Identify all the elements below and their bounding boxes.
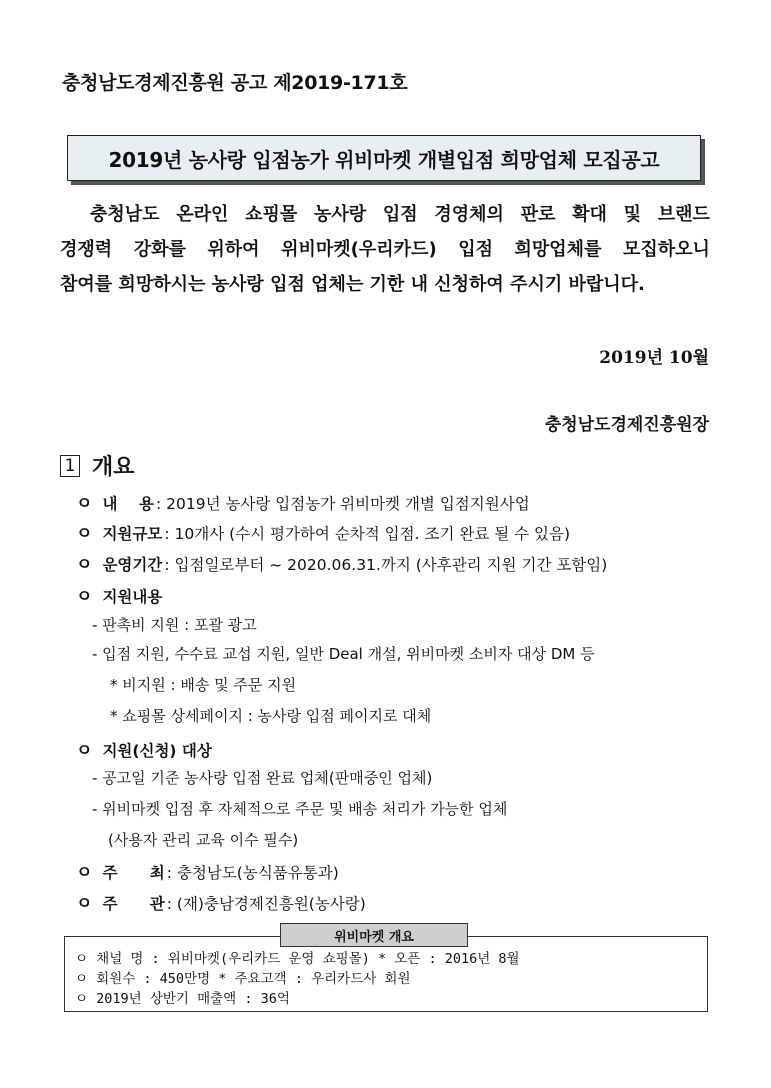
title-box — [67, 135, 701, 181]
summary-title: 위비마켓 개요 — [280, 923, 468, 947]
intro-word: 경쟁력 — [60, 239, 113, 260]
bullet-icon: ㅇ — [76, 524, 93, 544]
target-sub-1: - 공고일 기준 농사랑 입점 완료 업체(판매중인 업체) — [92, 769, 433, 787]
item-value: : (재)충남경제진흥원(농사랑) — [166, 895, 366, 913]
intro-word: 희망업체를 — [514, 239, 602, 260]
target-sub-3: (사용자 관리 교육 이수 필수) — [108, 831, 299, 849]
item-value: : 충청남도(농식품유통과) — [166, 864, 339, 882]
intro-word: 모집하오니 — [623, 239, 710, 260]
item-organizer — [76, 889, 366, 914]
intro-word: 참여를 희망하시는 농사랑 입점 업체는 기한 내 신청하여 주시기 바랍니다. — [60, 274, 645, 295]
item-content — [76, 489, 530, 514]
item-label: 운영기간 — [102, 556, 163, 574]
intro-word: 브랜드 — [657, 204, 710, 225]
bullet-icon: ㅇ — [76, 555, 93, 575]
support-sub-2: - 입점 지원, 수수료 교섭 지원, 일반 Deal 개설, 위비마켓 소비자 대상 DM 등 — [92, 645, 595, 663]
support-sub-3: * 비지원 : 배송 및 주문 지원 — [110, 676, 297, 694]
summary-line: ㅇ 2019년 상반기 매출액 : 36억 — [75, 991, 290, 1007]
support-sub-4: * 쇼핑몰 상세페이지 : 농사랑 입점 페이지로 대체 — [110, 707, 432, 725]
intro-word: 온라인 — [176, 204, 229, 225]
item-label: 내 용 — [102, 495, 154, 513]
summary-line: ㅇ 회원수 : 450만명 * 주요고객 : 우리카드사 회원 — [75, 971, 411, 987]
bullet-icon: ㅇ — [76, 741, 93, 761]
item-host — [76, 858, 339, 883]
section-number: 1 — [60, 455, 80, 477]
item-scale — [76, 519, 570, 544]
item-support — [76, 582, 162, 607]
intro-word: 및 — [623, 204, 641, 225]
signature: 충청남도경제진흥원장 — [544, 415, 709, 435]
intro-word: 판로 — [520, 204, 556, 225]
bullet-icon: ㅇ — [76, 894, 93, 914]
section-title: 개요 — [92, 455, 135, 480]
intro-line-1 — [60, 202, 710, 237]
notice-date: 2019년 10월 — [599, 348, 709, 368]
target-sub-2: - 위비마켓 입점 후 자체적으로 주문 및 배송 처리가 가능한 업체 — [92, 800, 508, 818]
support-sub-1: - 판촉비 지원 : 포괄 광고 — [92, 616, 257, 634]
intro-word: 경영체의 — [434, 204, 504, 225]
intro-word: 농사랑 — [314, 204, 367, 225]
item-label: 주 최 — [102, 864, 165, 882]
intro-word: 입점 — [382, 204, 418, 225]
item-label: 지원내용 — [102, 588, 163, 606]
intro-word: 충청남도 — [90, 204, 160, 225]
intro-paragraph — [60, 202, 710, 307]
intro-word: 입점 — [458, 239, 493, 260]
section-heading — [60, 450, 135, 481]
document-title: 2019년 농사랑 입점농가 위비마켓 개별입점 희망업체 모집공고 — [108, 147, 660, 172]
bullet-icon: ㅇ — [76, 863, 93, 883]
intro-line-2 — [60, 237, 710, 272]
bullet-icon: ㅇ — [76, 494, 93, 514]
item-value: : 10개사 (수시 평가하여 순차적 입점. 조기 완료 될 수 있음) — [164, 525, 571, 543]
intro-word: 위하여 — [207, 239, 260, 260]
summary-line: ㅇ 채널 명 : 위비마켓(우리카드 운영 쇼핑몰) * 오픈 : 2016년 8월 — [75, 951, 520, 967]
intro-word: 확대 — [572, 204, 607, 225]
item-label: 지원규모 — [102, 525, 163, 543]
item-label: 지원(신청) 대상 — [102, 742, 212, 760]
item-value: : 2019년 농사랑 입점농가 위비마켓 개별 입점지원사업 — [155, 495, 530, 513]
notice-number: 충청남도경제진흥원 공고 제2019-171호 — [62, 72, 408, 94]
summary-box — [64, 936, 708, 1012]
intro-word: 위비마켓(우리카드) — [281, 239, 437, 260]
intro-word: 강화를 — [133, 239, 186, 260]
item-value: : 입점일로부터 ~ 2020.06.31.까지 (사후관리 지원 기간 포함임) — [164, 556, 608, 574]
item-target — [76, 736, 212, 761]
item-label: 주 관 — [102, 895, 165, 913]
bullet-icon: ㅇ — [76, 587, 93, 607]
item-period — [76, 550, 607, 575]
intro-line-3 — [60, 272, 710, 307]
intro-word: 쇼핑몰 — [245, 204, 298, 225]
